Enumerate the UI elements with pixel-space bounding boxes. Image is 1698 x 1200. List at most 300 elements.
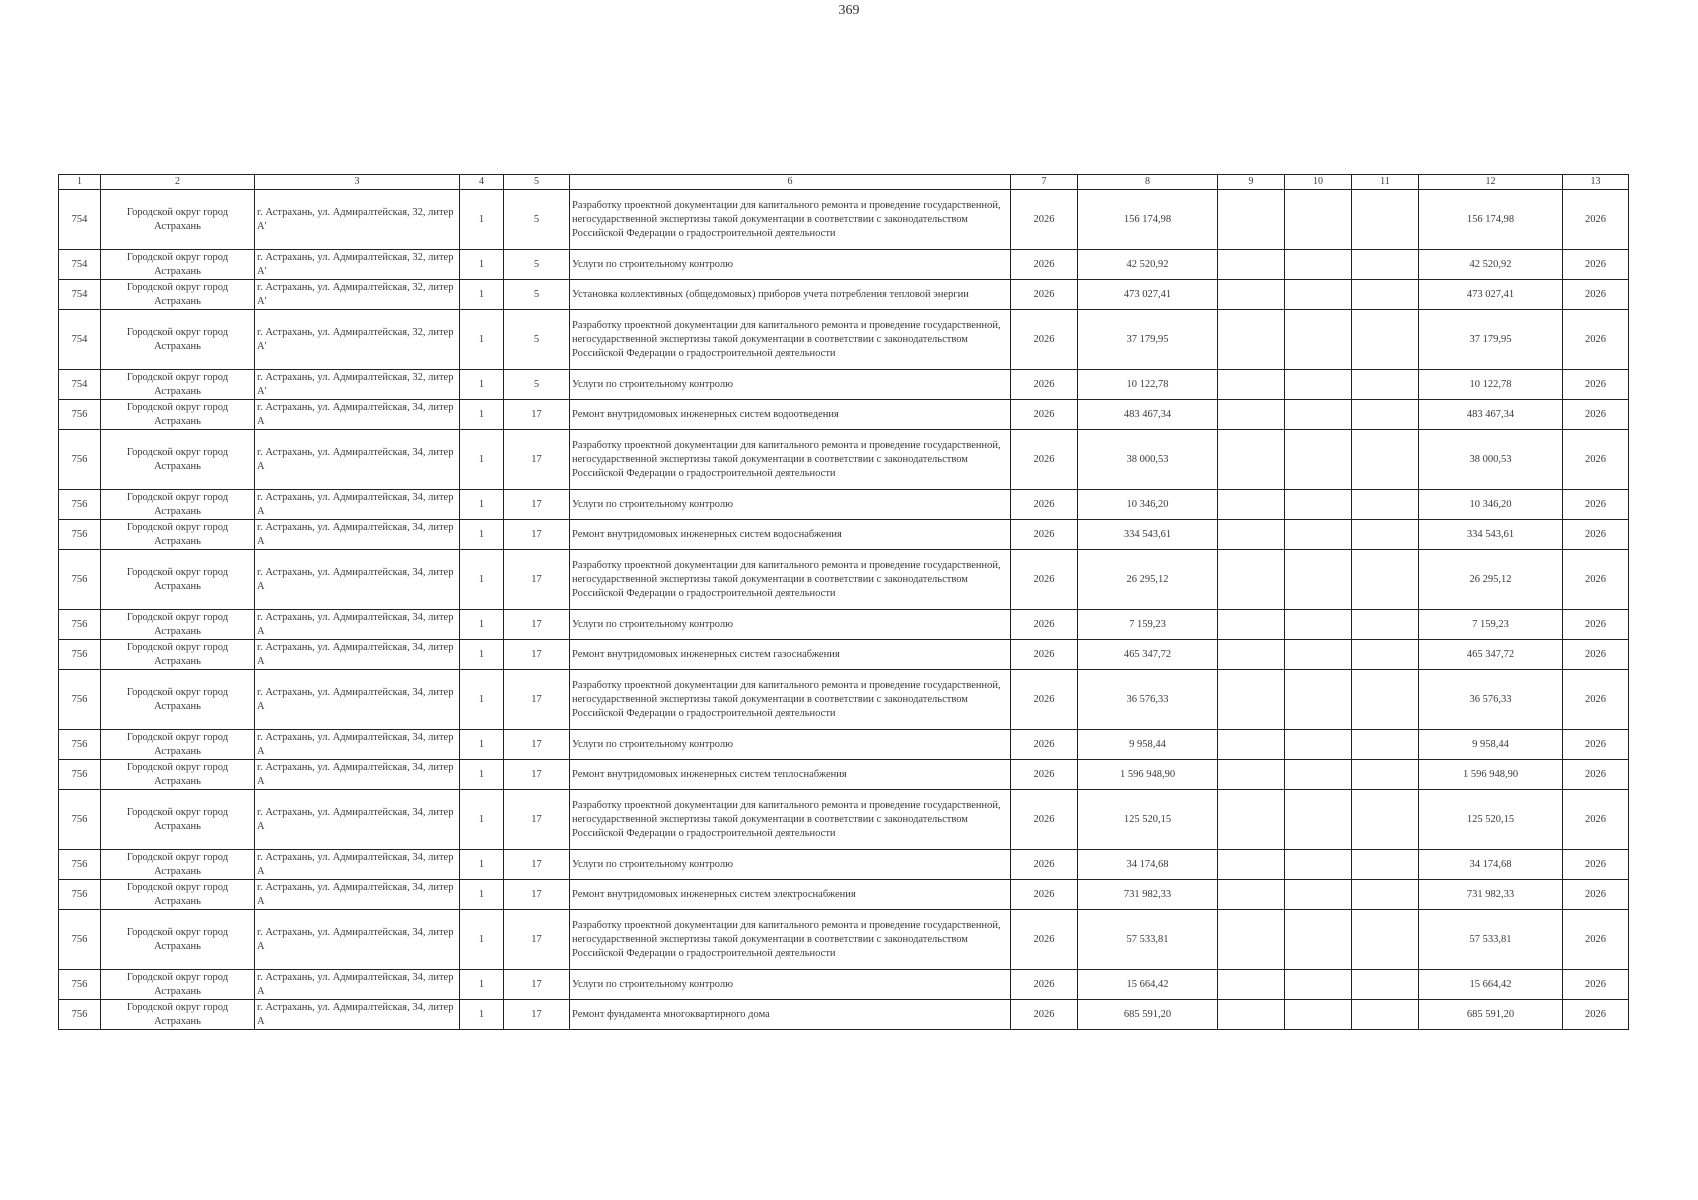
col-4-cell: 1 [460,520,504,550]
cost-fund-cell: 10 122,78 [1419,370,1563,400]
cost-fund-cell: 731 982,33 [1419,880,1563,910]
work-type-cell: Разработку проектной документации для капитального ремонта и проведение государственной, негосударственной экспертизы такой документации в соответствии с законодательством Российской Федерации о градостроительной деятельности [570,910,1011,970]
completion-year-cell: 2026 [1563,1000,1629,1030]
cost-total-cell: 125 520,15 [1078,790,1218,850]
col-11-cell [1352,970,1419,1000]
col-10-cell [1285,670,1352,730]
row-number-cell: 756 [59,790,101,850]
column-header: 2 [101,175,255,190]
col-11-cell [1352,400,1419,430]
column-header: 12 [1419,175,1563,190]
cost-fund-cell: 156 174,98 [1419,190,1563,250]
table-row [59,610,1629,640]
year-cell: 2026 [1011,520,1078,550]
year-cell: 2026 [1011,790,1078,850]
col-4-cell: 1 [460,730,504,760]
row-number-cell: 756 [59,880,101,910]
col-4-cell: 1 [460,790,504,850]
row-number-cell: 756 [59,730,101,760]
column-header: 7 [1011,175,1078,190]
col-9-cell [1218,850,1285,880]
cost-fund-cell: 34 174,68 [1419,850,1563,880]
col-10-cell [1285,760,1352,790]
col-10-cell [1285,610,1352,640]
cost-fund-cell: 1 596 948,90 [1419,760,1563,790]
col-11-cell [1352,1000,1419,1030]
municipality-cell: Городской округ город Астрахань [101,250,255,280]
table-row [59,310,1629,370]
municipality-cell: Городской округ город Астрахань [101,550,255,610]
col-10-cell [1285,520,1352,550]
col-4-cell: 1 [460,400,504,430]
year-cell: 2026 [1011,910,1078,970]
completion-year-cell: 2026 [1563,610,1629,640]
cost-fund-cell: 334 543,61 [1419,520,1563,550]
col-5-cell: 17 [504,670,570,730]
completion-year-cell: 2026 [1563,640,1629,670]
col-4-cell: 1 [460,970,504,1000]
col-11-cell [1352,190,1419,250]
table-row [59,400,1629,430]
work-type-cell: Ремонт внутридомовых инженерных систем водоотведения [570,400,1011,430]
cost-fund-cell: 483 467,34 [1419,400,1563,430]
col-5-cell: 5 [504,370,570,400]
col-10-cell [1285,850,1352,880]
col-5-cell: 5 [504,250,570,280]
table-row [59,670,1629,730]
table-row [59,430,1629,490]
completion-year-cell: 2026 [1563,190,1629,250]
col-4-cell: 1 [460,550,504,610]
column-header: 6 [570,175,1011,190]
municipality-cell: Городской округ город Астрахань [101,520,255,550]
col-11-cell [1352,610,1419,640]
address-cell: г. Астрахань, ул. Адмиралтейская, 34, литер А [255,640,460,670]
completion-year-cell: 2026 [1563,400,1629,430]
row-number-cell: 756 [59,760,101,790]
municipality-cell: Городской округ город Астрахань [101,280,255,310]
col-5-cell: 17 [504,1000,570,1030]
row-number-cell: 754 [59,250,101,280]
cost-total-cell: 334 543,61 [1078,520,1218,550]
col-9-cell [1218,430,1285,490]
col-10-cell [1285,490,1352,520]
row-number-cell: 756 [59,970,101,1000]
row-number-cell: 756 [59,490,101,520]
work-type-cell: Разработку проектной документации для капитального ремонта и проведение государственной, негосударственной экспертизы такой документации в соответствии с законодательством Российской Федерации о градостроительной деятельности [570,310,1011,370]
col-4-cell: 1 [460,370,504,400]
col-9-cell [1218,280,1285,310]
completion-year-cell: 2026 [1563,790,1629,850]
cost-fund-cell: 26 295,12 [1419,550,1563,610]
municipality-cell: Городской округ город Астрахань [101,880,255,910]
col-4-cell: 1 [460,760,504,790]
col-10-cell [1285,400,1352,430]
work-type-cell: Ремонт внутридомовых инженерных систем электроснабжения [570,880,1011,910]
work-type-cell: Разработку проектной документации для капитального ремонта и проведение государственной, негосударственной экспертизы такой документации в соответствии с законодательством Российской Федерации о градостроительной деятельности [570,190,1011,250]
cost-fund-cell: 42 520,92 [1419,250,1563,280]
col-10-cell [1285,190,1352,250]
page-number: 369 [838,3,860,18]
municipality-cell: Городской округ город Астрахань [101,490,255,520]
cost-fund-cell: 38 000,53 [1419,430,1563,490]
col-11-cell [1352,490,1419,520]
col-5-cell: 17 [504,880,570,910]
row-number-cell: 756 [59,1000,101,1030]
year-cell: 2026 [1011,640,1078,670]
col-4-cell: 1 [460,250,504,280]
completion-year-cell: 2026 [1563,280,1629,310]
municipality-cell: Городской округ город Астрахань [101,910,255,970]
address-cell: г. Астрахань, ул. Адмиралтейская, 34, литер А [255,730,460,760]
work-type-cell: Разработку проектной документации для капитального ремонта и проведение государственной, негосударственной экспертизы такой документации в соответствии с законодательством Российской Федерации о градостроительной деятельности [570,430,1011,490]
cost-total-cell: 26 295,12 [1078,550,1218,610]
col-9-cell [1218,310,1285,370]
year-cell: 2026 [1011,400,1078,430]
row-number-cell: 756 [59,850,101,880]
work-type-cell: Ремонт фундамента многоквартирного дома [570,1000,1011,1030]
table-row [59,550,1629,610]
column-number-row [59,175,1629,190]
col-9-cell [1218,400,1285,430]
cost-total-cell: 1 596 948,90 [1078,760,1218,790]
work-type-cell: Услуги по строительному контролю [570,490,1011,520]
table-row [59,790,1629,850]
year-cell: 2026 [1011,280,1078,310]
table-row [59,250,1629,280]
col-5-cell: 17 [504,490,570,520]
col-5-cell: 17 [504,550,570,610]
col-5-cell: 17 [504,790,570,850]
completion-year-cell: 2026 [1563,550,1629,610]
col-9-cell [1218,520,1285,550]
col-10-cell [1285,790,1352,850]
col-11-cell [1352,520,1419,550]
municipality-cell: Городской округ город Астрахань [101,1000,255,1030]
col-11-cell [1352,280,1419,310]
municipality-cell: Городской округ город Астрахань [101,400,255,430]
cost-fund-cell: 10 346,20 [1419,490,1563,520]
column-header: 10 [1285,175,1352,190]
work-type-cell: Услуги по строительному контролю [570,730,1011,760]
table-row [59,640,1629,670]
work-type-cell: Ремонт внутридомовых инженерных систем теплоснабжения [570,760,1011,790]
row-number-cell: 756 [59,550,101,610]
table-row [59,880,1629,910]
municipality-cell: Городской округ город Астрахань [101,310,255,370]
cost-total-cell: 36 576,33 [1078,670,1218,730]
year-cell: 2026 [1011,730,1078,760]
col-11-cell [1352,760,1419,790]
col-11-cell [1352,850,1419,880]
address-cell: г. Астрахань, ул. Адмиралтейская, 32, литер А' [255,190,460,250]
col-4-cell: 1 [460,310,504,370]
cost-total-cell: 34 174,68 [1078,850,1218,880]
cost-total-cell: 37 179,95 [1078,310,1218,370]
col-9-cell [1218,250,1285,280]
col-9-cell [1218,790,1285,850]
row-number-cell: 756 [59,520,101,550]
col-9-cell [1218,490,1285,520]
completion-year-cell: 2026 [1563,970,1629,1000]
cost-fund-cell: 37 179,95 [1419,310,1563,370]
column-header: 9 [1218,175,1285,190]
cost-total-cell: 10 346,20 [1078,490,1218,520]
col-10-cell [1285,310,1352,370]
cost-total-cell: 42 520,92 [1078,250,1218,280]
col-11-cell [1352,640,1419,670]
address-cell: г. Астрахань, ул. Адмиралтейская, 32, литер А' [255,250,460,280]
address-cell: г. Астрахань, ул. Адмиралтейская, 34, литер А [255,670,460,730]
cost-total-cell: 465 347,72 [1078,640,1218,670]
completion-year-cell: 2026 [1563,430,1629,490]
col-9-cell [1218,760,1285,790]
work-type-cell: Ремонт внутридомовых инженерных систем газоснабжения [570,640,1011,670]
cost-fund-cell: 465 347,72 [1419,640,1563,670]
col-11-cell [1352,310,1419,370]
col-9-cell [1218,550,1285,610]
col-4-cell: 1 [460,640,504,670]
address-cell: г. Астрахань, ул. Адмиралтейская, 34, литер А [255,910,460,970]
cost-total-cell: 9 958,44 [1078,730,1218,760]
row-number-cell: 754 [59,190,101,250]
col-11-cell [1352,370,1419,400]
cost-total-cell: 15 664,42 [1078,970,1218,1000]
col-5-cell: 17 [504,730,570,760]
completion-year-cell: 2026 [1563,880,1629,910]
address-cell: г. Астрахань, ул. Адмиралтейская, 34, литер А [255,880,460,910]
table-row [59,490,1629,520]
cost-total-cell: 685 591,20 [1078,1000,1218,1030]
row-number-cell: 756 [59,430,101,490]
completion-year-cell: 2026 [1563,760,1629,790]
year-cell: 2026 [1011,610,1078,640]
work-type-cell: Услуги по строительному контролю [570,370,1011,400]
work-type-cell: Услуги по строительному контролю [570,610,1011,640]
column-header: 1 [59,175,101,190]
municipality-cell: Городской округ город Астрахань [101,790,255,850]
col-4-cell: 1 [460,610,504,640]
column-header: 5 [504,175,570,190]
col-10-cell [1285,910,1352,970]
municipality-cell: Городской округ город Астрахань [101,610,255,640]
cost-fund-cell: 7 159,23 [1419,610,1563,640]
col-10-cell [1285,880,1352,910]
table-row [59,970,1629,1000]
col-9-cell [1218,610,1285,640]
address-cell: г. Астрахань, ул. Адмиралтейская, 34, литер А [255,430,460,490]
col-9-cell [1218,190,1285,250]
col-11-cell [1352,910,1419,970]
work-type-cell: Разработку проектной документации для капитального ремонта и проведение государственной, негосударственной экспертизы такой документации в соответствии с законодательством Российской Федерации о градостроительной деятельности [570,550,1011,610]
year-cell: 2026 [1011,250,1078,280]
cost-total-cell: 156 174,98 [1078,190,1218,250]
col-4-cell: 1 [460,280,504,310]
col-11-cell [1352,670,1419,730]
address-cell: г. Астрахань, ул. Адмиралтейская, 34, литер А [255,520,460,550]
completion-year-cell: 2026 [1563,370,1629,400]
column-header: 8 [1078,175,1218,190]
col-5-cell: 17 [504,520,570,550]
cost-fund-cell: 125 520,15 [1419,790,1563,850]
table-row [59,1000,1629,1030]
col-4-cell: 1 [460,190,504,250]
cost-total-cell: 57 533,81 [1078,910,1218,970]
col-9-cell [1218,910,1285,970]
col-5-cell: 5 [504,310,570,370]
row-number-cell: 754 [59,310,101,370]
row-number-cell: 756 [59,640,101,670]
col-5-cell: 17 [504,430,570,490]
address-cell: г. Астрахань, ул. Адмиралтейская, 32, литер А' [255,310,460,370]
year-cell: 2026 [1011,970,1078,1000]
work-type-cell: Разработку проектной документации для капитального ремонта и проведение государственной, негосударственной экспертизы такой документации в соответствии с законодательством Российской Федерации о градостроительной деятельности [570,790,1011,850]
completion-year-cell: 2026 [1563,490,1629,520]
column-header: 11 [1352,175,1419,190]
column-header: 4 [460,175,504,190]
work-type-cell: Услуги по строительному контролю [570,850,1011,880]
cost-fund-cell: 57 533,81 [1419,910,1563,970]
col-5-cell: 17 [504,400,570,430]
col-10-cell [1285,1000,1352,1030]
municipality-cell: Городской округ город Астрахань [101,730,255,760]
address-cell: г. Астрахань, ул. Адмиралтейская, 32, литер А' [255,280,460,310]
municipality-cell: Городской округ город Астрахань [101,430,255,490]
col-4-cell: 1 [460,850,504,880]
col-9-cell [1218,880,1285,910]
year-cell: 2026 [1011,1000,1078,1030]
col-9-cell [1218,640,1285,670]
completion-year-cell: 2026 [1563,730,1629,760]
column-header: 13 [1563,175,1629,190]
municipality-cell: Городской округ город Астрахань [101,970,255,1000]
cost-fund-cell: 685 591,20 [1419,1000,1563,1030]
table-row [59,280,1629,310]
address-cell: г. Астрахань, ул. Адмиралтейская, 34, литер А [255,550,460,610]
capital-repair-table [58,174,1629,1030]
address-cell: г. Астрахань, ул. Адмиралтейская, 34, литер А [255,850,460,880]
table-row [59,370,1629,400]
completion-year-cell: 2026 [1563,670,1629,730]
municipality-cell: Городской округ город Астрахань [101,370,255,400]
table-row [59,760,1629,790]
column-header: 3 [255,175,460,190]
address-cell: г. Астрахань, ул. Адмиралтейская, 34, литер А [255,1000,460,1030]
table-row [59,910,1629,970]
work-type-cell: Услуги по строительному контролю [570,970,1011,1000]
table-body [59,190,1629,1030]
municipality-cell: Городской округ город Астрахань [101,640,255,670]
col-11-cell [1352,790,1419,850]
address-cell: г. Астрахань, ул. Адмиралтейская, 34, литер А [255,490,460,520]
col-11-cell [1352,250,1419,280]
col-4-cell: 1 [460,1000,504,1030]
col-9-cell [1218,1000,1285,1030]
work-type-cell: Разработку проектной документации для капитального ремонта и проведение государственной, негосударственной экспертизы такой документации в соответствии с законодательством Российской Федерации о градостроительной деятельности [570,670,1011,730]
cost-fund-cell: 473 027,41 [1419,280,1563,310]
col-5-cell: 5 [504,190,570,250]
municipality-cell: Городской округ город Астрахань [101,670,255,730]
col-9-cell [1218,370,1285,400]
row-number-cell: 756 [59,910,101,970]
year-cell: 2026 [1011,490,1078,520]
municipality-cell: Городской округ город Астрахань [101,850,255,880]
row-number-cell: 756 [59,610,101,640]
cost-total-cell: 10 122,78 [1078,370,1218,400]
completion-year-cell: 2026 [1563,310,1629,370]
cost-total-cell: 38 000,53 [1078,430,1218,490]
completion-year-cell: 2026 [1563,850,1629,880]
year-cell: 2026 [1011,760,1078,790]
col-5-cell: 17 [504,760,570,790]
row-number-cell: 754 [59,370,101,400]
cost-fund-cell: 15 664,42 [1419,970,1563,1000]
year-cell: 2026 [1011,850,1078,880]
completion-year-cell: 2026 [1563,250,1629,280]
col-4-cell: 1 [460,880,504,910]
cost-fund-cell: 9 958,44 [1419,730,1563,760]
cost-total-cell: 473 027,41 [1078,280,1218,310]
col-9-cell [1218,970,1285,1000]
cost-total-cell: 483 467,34 [1078,400,1218,430]
col-10-cell [1285,970,1352,1000]
col-5-cell: 17 [504,910,570,970]
address-cell: г. Астрахань, ул. Адмиралтейская, 32, литер А' [255,370,460,400]
cost-fund-cell: 36 576,33 [1419,670,1563,730]
municipality-cell: Городской округ город Астрахань [101,760,255,790]
completion-year-cell: 2026 [1563,520,1629,550]
col-10-cell [1285,280,1352,310]
year-cell: 2026 [1011,190,1078,250]
col-10-cell [1285,730,1352,760]
year-cell: 2026 [1011,370,1078,400]
year-cell: 2026 [1011,310,1078,370]
row-number-cell: 754 [59,280,101,310]
col-5-cell: 5 [504,280,570,310]
address-cell: г. Астрахань, ул. Адмиралтейская, 34, литер А [255,970,460,1000]
address-cell: г. Астрахань, ул. Адмиралтейская, 34, литер А [255,610,460,640]
table-row [59,730,1629,760]
table-row [59,190,1629,250]
col-5-cell: 17 [504,610,570,640]
col-10-cell [1285,250,1352,280]
col-9-cell [1218,730,1285,760]
cost-total-cell: 731 982,33 [1078,880,1218,910]
col-10-cell [1285,550,1352,610]
col-11-cell [1352,430,1419,490]
col-4-cell: 1 [460,430,504,490]
year-cell: 2026 [1011,880,1078,910]
address-cell: г. Астрахань, ул. Адмиралтейская, 34, литер А [255,760,460,790]
col-4-cell: 1 [460,670,504,730]
year-cell: 2026 [1011,550,1078,610]
municipality-cell: Городской округ город Астрахань [101,190,255,250]
address-cell: г. Астрахань, ул. Адмиралтейская, 34, литер А [255,790,460,850]
col-4-cell: 1 [460,490,504,520]
col-9-cell [1218,670,1285,730]
completion-year-cell: 2026 [1563,910,1629,970]
table-row [59,850,1629,880]
col-11-cell [1352,550,1419,610]
work-type-cell: Услуги по строительному контролю [570,250,1011,280]
row-number-cell: 756 [59,670,101,730]
col-10-cell [1285,370,1352,400]
col-11-cell [1352,880,1419,910]
row-number-cell: 756 [59,400,101,430]
col-10-cell [1285,430,1352,490]
year-cell: 2026 [1011,670,1078,730]
col-11-cell [1352,730,1419,760]
